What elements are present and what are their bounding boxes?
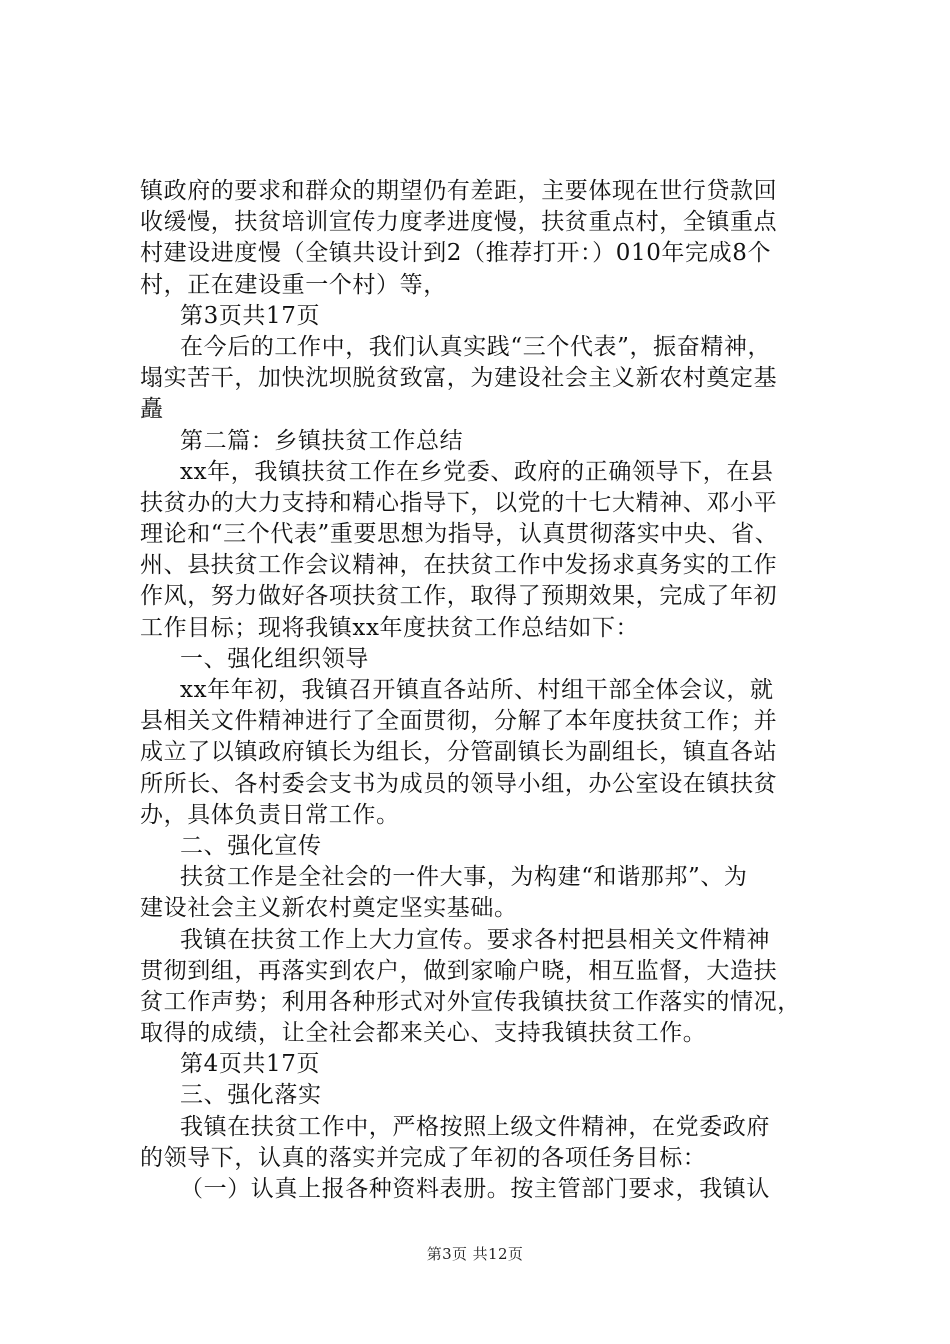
text-line: 所所长、各村委会支书为成员的领导小组，办公室设在镇扶贫	[140, 770, 778, 797]
text-line: 在今后的工作中，我们认真实践“三个代表”，振奋精神，	[180, 333, 772, 360]
text-line: 收缓慢，扶贫培训宣传力度孝进度慢，扶贫重点村，全镇重点	[140, 209, 778, 236]
text-line: 办，具体负责日常工作。	[140, 801, 400, 828]
text-line: 镇政府的要求和群众的期望仍有差距，主要体现在世行贷款回	[140, 178, 778, 204]
text-line: xx年，我镇扶贫工作在乡党委、政府的正确领导下，在县	[180, 458, 774, 485]
text-line: 三、强化落实	[180, 1082, 322, 1109]
text-line: 工作目标；现将我镇xx年度扶贫工作总结如下：	[140, 614, 640, 641]
text-line: 第二篇：乡镇扶贫工作总结	[180, 427, 464, 454]
text-line: （一）认真上报各种资料表册。按主管部门要求，我镇认	[180, 1176, 770, 1202]
text-line: 扶贫办的大力支持和精心指导下，以党的十七大精神、邓小平	[140, 489, 778, 516]
text-line: 村，正在建设重一个村）等，	[140, 271, 447, 298]
text-line: 贫工作声势；利用各种形式对外宣传我镇扶贫工作落实的情况，	[140, 988, 801, 1015]
text-line: 理论和“三个代表”重要思想为指导，认真贯彻落实中央、省、	[140, 521, 779, 548]
text-line: 村建设进度慢（全镇共设计到2（推荐打开：）010年完成8个	[140, 240, 772, 267]
document-body	[140, 176, 830, 1205]
text-line: 第3页共17页	[180, 302, 321, 329]
text-line: 第4页共17页	[180, 1051, 321, 1078]
text-line: 州、县扶贫工作会议精神，在扶贫工作中发扬求真务实的工作	[140, 552, 778, 579]
page-footer: 第3页 共12页	[426, 1245, 524, 1263]
text-line: 取得的成绩，让全社会都来关心、支持我镇扶贫工作。	[140, 1020, 707, 1047]
text-line: 建设社会主义新农村奠定坚实基础。	[140, 895, 518, 922]
text-line: 我镇在扶贫工作上大力宣传。要求各村把县相关文件精神	[180, 926, 770, 953]
text-line: 二、强化宣传	[180, 832, 322, 859]
text-line: 一、强化组织领导	[180, 645, 369, 672]
text-line: 县相关文件精神进行了全面贯彻，分解了本年度扶贫工作；并	[140, 708, 778, 735]
text-line: 贯彻到组，再落实到农户，做到家喻户晓，相互监督，大造扶	[140, 957, 778, 984]
text-line: xx年年初，我镇召开镇直各站所、村组干部全体会议，就	[180, 677, 774, 703]
text-line: 矗	[140, 396, 164, 423]
text-line: 扶贫工作是全社会的一件大事，为构建“和谐那邦”、为	[180, 864, 748, 891]
text-line: 的领导下，认真的落实并完成了年初的各项任务目标：	[140, 1144, 707, 1171]
text-line: 作风，努力做好各项扶贫工作，取得了预期效果，完成了年初	[140, 583, 778, 610]
text-line: 塌实苦干，加快沈坝脱贫致富，为建设社会主义新农村奠定基	[140, 365, 778, 392]
text-line: 我镇在扶贫工作中，严格按照上级文件精神，在党委政府	[180, 1113, 770, 1140]
text-line: 成立了以镇政府镇长为组长，分管副镇长为副组长，镇直各站	[140, 739, 778, 766]
